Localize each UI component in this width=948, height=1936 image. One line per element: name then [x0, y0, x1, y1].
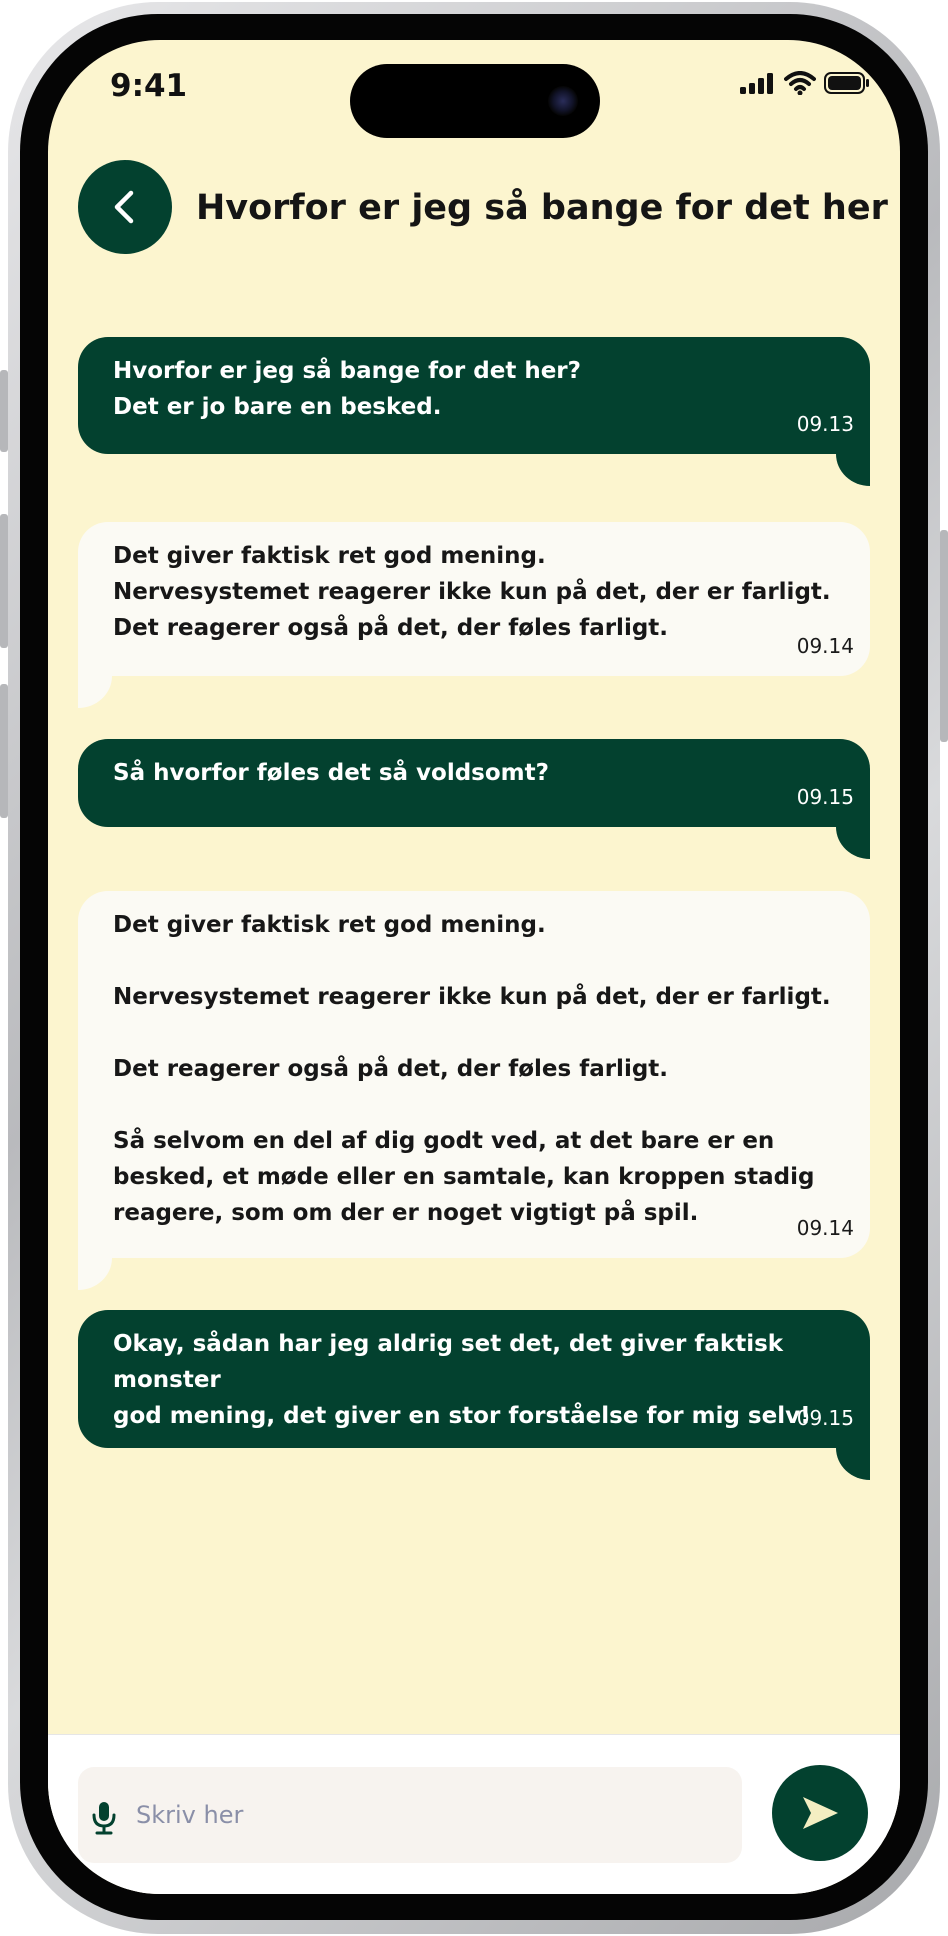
chat-message-incoming	[78, 891, 870, 1258]
microphone-icon[interactable]	[92, 1801, 116, 1835]
back-button[interactable]	[78, 160, 172, 254]
message-timestamp: 09.14	[796, 634, 854, 658]
volume-up-button	[0, 514, 8, 648]
dynamic-island	[350, 64, 600, 138]
message-timestamp: 09.14	[796, 1216, 854, 1240]
chat-message-outgoing	[78, 739, 870, 827]
screen	[48, 40, 900, 1894]
message-timestamp: 09.15	[796, 785, 854, 809]
status-time: 9:41	[110, 68, 188, 104]
status-icons	[740, 70, 870, 96]
message-timestamp: 09.15	[796, 1406, 854, 1430]
chat-message-outgoing	[78, 1310, 870, 1448]
action-button	[0, 370, 8, 452]
message-timestamp: 09.13	[796, 412, 854, 436]
wifi-icon	[784, 71, 816, 95]
bubble-tail	[836, 1448, 870, 1480]
bubble-tail	[78, 1258, 112, 1290]
chat-message-outgoing	[78, 337, 870, 454]
volume-down-button	[0, 684, 8, 818]
chat-header	[78, 160, 888, 256]
message-text: Det giver faktisk ret god mening. Nervesystemet reagerer ikke kun på det, der er farligt. Det reagerer også på det, der føles farligt.	[113, 543, 831, 641]
bubble-tail	[78, 676, 112, 708]
message-text: Det giver faktisk ret god mening. Nervesystemet reagerer ikke kun på det, der er farligt. Det reagerer også på det, der føles farligt. Så selvom en del af dig godt ved, at det bare er en besked, et møde eller en samtale, kan kroppen stadig reagere, som om der er noget vigtigt på spil.	[113, 912, 831, 1226]
send-button[interactable]	[772, 1765, 868, 1861]
message-text: Så hvorfor føles det så voldsomt?	[113, 760, 549, 786]
message-text: Okay, sådan har jeg aldrig set det, det giver faktisk monster god mening, det giver en stor forståelse for mig selv!	[113, 1331, 811, 1429]
message-text: Hvorfor er jeg så bange for det her? Det er jo bare en besked.	[113, 358, 581, 420]
send-arrow-icon	[800, 1795, 840, 1831]
message-composer	[48, 1734, 900, 1894]
bubble-tail	[836, 827, 870, 859]
battery-icon	[824, 71, 870, 95]
message-input[interactable]	[78, 1767, 742, 1863]
cellular-signal-icon	[740, 72, 776, 94]
chevron-left-icon	[109, 187, 141, 227]
page-title: Hvorfor er jeg så bange for det her	[196, 188, 888, 228]
chat-message-incoming	[78, 522, 870, 676]
power-button	[940, 530, 948, 742]
camera-icon	[548, 86, 578, 116]
bubble-tail	[836, 454, 870, 486]
